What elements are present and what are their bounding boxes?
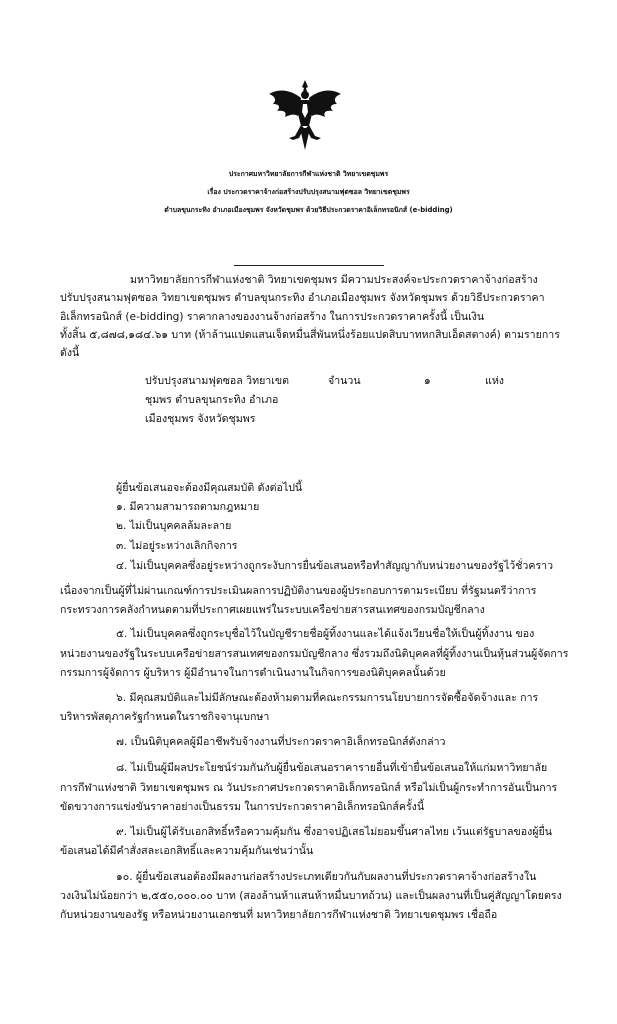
announcement-location: ตำบลขุนกระทิง อำเภอเมืองชุมพร จังหวัดชุมพร ด้วยวิธีประกวดราคาอิเล็กทรอนิกส์ (e-bidding)	[164, 206, 453, 214]
qualification-line: หน่วยงานของรัฐในระบบเครือข่ายสารสนเทศของกรมบัญชีกลาง ซึ่งรวมถึงนิติบุคคลที่ผู้ทิ้งงานเป็นหุ้นส่วนผู้จัดการ	[60, 648, 569, 660]
item-unit: แห่ง	[485, 375, 504, 387]
qualification-line: ๒. ไม่เป็นบุคคลล้มละลาย	[116, 520, 232, 532]
item-qty-label: จำนวน	[328, 375, 361, 387]
qualifications-heading: ผู้ยื่นข้อเสนอจะต้องมีคุณสมบัติ ดังต่อไปนี้	[116, 482, 303, 494]
intro-line: ทั้งสิ้น ๕,๘๗๘,๑๘๔.๖๑ บาท (ห้าล้านแปดแสนเจ็ดหมื่นสี่พันหนึ่งร้อยแปดสิบบาทหกสิบเอ็ดสตางค์) ตามรายการ	[60, 329, 560, 341]
qualification-line: ๘. ไม่เป็นผู้มีผลประโยชน์ร่วมกันกับผู้ยื่นข้อเสนอราคารายอื่นที่เข้ายื่นข้อเสนอให้แก่มหาวิทยาลัย	[116, 762, 548, 774]
intro-line: ดังนี้	[60, 347, 80, 359]
intro-line: อิเล็กทรอนิกส์ (e-bidding) ราคากลางของงานจ้างก่อสร้าง ในการประกวดราคาครั้งนี้ เป็นเงิน	[60, 311, 485, 323]
qualification-line: วงเงินไม่น้อยกว่า ๒,๕๕๐,๐๐๐.๐๐ บาท (สองล้านห้าแสนห้าหมื่นบาทถ้วน) และเป็นผลงานที่เป็นคู่สัญญาโดยตรง	[60, 890, 562, 902]
qualification-line: บริหารพัสดุภาครัฐกำหนดในราชกิจจานุเบกษา	[60, 711, 270, 723]
header-divider	[234, 265, 384, 266]
qualification-line: กรรมการผู้จัดการ ผู้บริหาร ผู้มีอำนาจในการดำเนินงานในกิจการของนิติบุคคลนั้นด้วย	[60, 667, 446, 679]
qualification-line: ๗. เป็นนิติบุคคลผู้มีอาชีพรับจ้างงานที่ประกวดราคาอิเล็กทรอนิกส์ดังกล่าว	[116, 736, 446, 748]
item-name-line: ปรับปรุงสนามฟุตซอล วิทยาเขต	[145, 375, 289, 387]
qualification-line: ๑. มีความสามารถตามกฎหมาย	[116, 501, 260, 513]
item-name-line: เมืองชุมพร จังหวัดชุมพร	[145, 413, 256, 425]
qualification-line: ๔. ไม่เป็นบุคคลซึ่งอยู่ระหว่างถูกระงับการยื่นข้อเสนอหรือทำสัญญากับหน่วยงานของรัฐไว้ชั่วคราว	[116, 560, 554, 572]
qualification-line: ๕. ไม่เป็นบุคคลซึ่งถูกระบุชื่อไว้ในบัญชีรายชื่อผู้ทิ้งงานและได้แจ้งเวียนชื่อให้เป็นผู้ทิ้งงาน ของ	[116, 628, 535, 640]
intro-line: มหาวิทยาลัยการกีฬาแห่งชาติ วิทยาเขตชุมพร มีความประสงค์จะประกวดราคาจ้างก่อสร้าง	[130, 274, 538, 286]
item-name-line: ชุมพร ตำบลขุนกระทิง อำเภอ	[145, 394, 279, 406]
qualification-line: ๖. มีคุณสมบัติและไม่มีลักษณะต้องห้ามตามที่คณะกรรมการนโยบายการจัดซื้อจัดจ้างและ การ	[116, 692, 539, 704]
item-qty: ๑	[424, 375, 431, 387]
announcement-title: ประกาศมหาวิทยาลัยการกีฬาแห่งชาติ วิทยาเขตชุมพร	[228, 170, 389, 178]
qualification-line: ข้อเสนอได้มีคำสั่งสละเอกสิทธิ์และความคุ้มกันเช่นว่านั้น	[60, 845, 314, 857]
qualification-line: เนื่องจากเป็นผู้ที่ไม่ผ่านเกณฑ์การประเมินผลการปฏิบัติงานของผู้ประกอบการตามระเบียบ ที่รัฐมนตรีว่าการ	[60, 585, 537, 597]
qualification-line: กับหน่วยงานของรัฐ หรือหน่วยงานเอกชนที่ มหาวิทยาลัยการกีฬาแห่งชาติ วิทยาเขตชุมพร เชื่อถือ	[60, 909, 498, 921]
intro-line: ปรับปรุงสนามฟุตซอล วิทยาเขตชุมพร ตำบลขุนกระทิง อำเภอเมืองชุมพร จังหวัดชุมพร ด้วยวิธีประกวดราคา	[60, 292, 545, 304]
qualification-line: ๑๐. ผู้ยื่นข้อเสนอต้องมีผลงานก่อสร้างประเภทเดียวกันกับผลงานที่ประกวดราคาจ้างก่อสร้างใน	[116, 871, 537, 883]
qualification-line: กระทรวงการคลังกำหนดตามที่ประกาศเผยแพร่ในระบบเครือข่ายสารสนเทศของกรมบัญชีกลาง	[60, 604, 485, 616]
announcement-subject: เรื่อง ประกวดราคาจ้างก่อสร้างปรับปรุงสนามฟุตซอล วิทยาเขตชุมพร	[207, 188, 410, 196]
qualification-line: ๓. ไม่อยู่ระหว่างเลิกกิจการ	[116, 540, 238, 552]
qualification-line: ขัดขวางการแข่งขันราคาอย่างเป็นธรรม ในการประกวดราคาอิเล็กทรอนิกส์ครั้งนี้	[60, 801, 425, 813]
garuda-emblem-icon	[267, 78, 343, 152]
qualification-line: ๙. ไม่เป็นผู้ได้รับเอกสิทธิ์หรือความคุ้มกัน ซึ่งอาจปฏิเสธไม่ยอมขึ้นศาลไทย เว้นแต่รัฐบาลของผู้ยื่น	[116, 826, 552, 838]
qualification-line: การกีฬาแห่งชาติ วิทยาเขตชุมพร ณ วันประกาศประกวดราคาอิเล็กทรอนิกส์ หรือไม่เป็นผู้กระทำการอันเป็นการ	[60, 782, 558, 794]
